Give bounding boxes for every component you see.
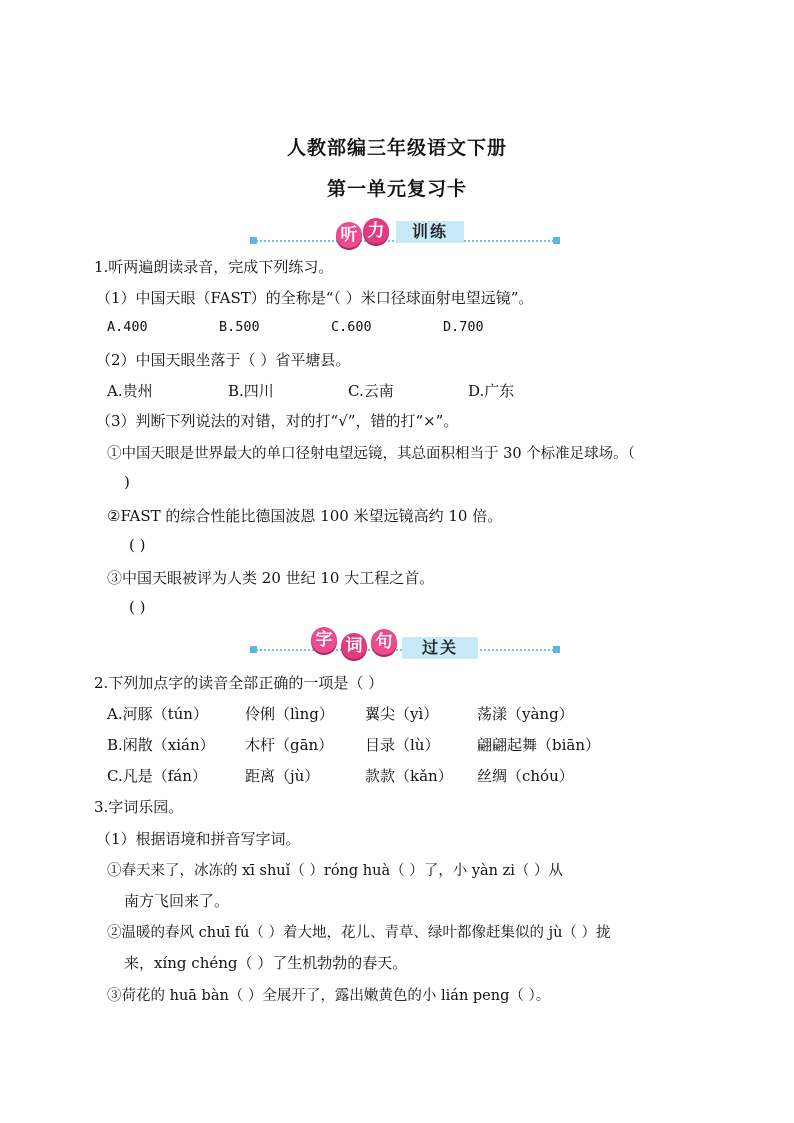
question-1-stem: 1.听两遍朗读录音，完成下列练习。 (94, 258, 334, 276)
option-cell: 木杆（gān） (245, 736, 334, 754)
page-subtitle: 第一单元复习卡 (326, 178, 467, 200)
banner-square-right (553, 646, 560, 653)
banner-tag: 过关 (402, 637, 478, 659)
section-banner-words (250, 627, 560, 663)
banner-char-1: 字 (311, 627, 337, 653)
fill-in-1-cont: 南方飞回来了。 (124, 892, 230, 910)
option: B.500 (219, 319, 260, 335)
banner-char-2: 词 (341, 633, 367, 659)
option-cell: B.闲散（xián） (107, 736, 215, 754)
fill-in-2-cont: 来，xíng chéng（ ）了生机勃勃的春天。 (124, 954, 408, 972)
option: D.700 (443, 319, 484, 335)
question-1-part-3: （3）判断下列说法的对错，对的打“√”，错的打“×”。 (96, 412, 459, 430)
option: A.贵州 (107, 382, 153, 400)
question-3-part-1: （1）根据语境和拼音写字词。 (96, 830, 301, 848)
judgement-1: ①中国天眼是世界最大的单口径射电望远镜，其总面积相当于 30 个标准足球场。（ (107, 446, 635, 462)
banner-square-left (250, 237, 257, 244)
option: D.广东 (468, 382, 515, 400)
option-cell: 伶俐（lìng） (245, 705, 334, 723)
option: C.600 (331, 319, 372, 335)
option: B.四川 (228, 382, 274, 400)
option-cell: 荡漾（yàng） (477, 705, 574, 723)
option-cell: 目录（lù） (365, 736, 440, 754)
option: C.云南 (348, 382, 394, 400)
option-cell: A.河豚（tún） (107, 705, 208, 723)
fill-in-1: ①春天来了，冰冻的 xī shuǐ（ ）róng huà（ ）了，小 yàn zi（ ）从 (107, 863, 563, 879)
option-cell: C.凡是（fán） (107, 767, 207, 785)
option-cell: 翩翩起舞（biān） (477, 736, 601, 754)
page-title: 人教部编三年级语文下册 (286, 137, 507, 159)
option: A.400 (107, 319, 148, 335)
answer-paren: ( ) (129, 536, 146, 554)
judgement-1-paren: ) (124, 473, 130, 491)
fill-in-2: ②温暖的春风 chuī fú（ ）着大地，花儿、青草、绿叶都像赶集似的 jù（ ）拢 (107, 925, 611, 941)
fill-in-3: ③荷花的 huā bàn（ ）全展开了，露出嫩黄色的小 lián peng（ ）。 (107, 988, 551, 1004)
question-2-stem: 2.下列加点字的读音全部正确的一项是（ ） (94, 674, 384, 692)
banner-char-3: 句 (371, 629, 397, 655)
banner-tag: 训练 (396, 221, 464, 243)
option-cell: 款款（kǎn） (365, 767, 453, 785)
question-1-part-1: （1）中国天眼（FAST）的全称是“（ ）米口径球面射电望远镜”。 (96, 289, 534, 307)
banner-square-left (250, 646, 257, 653)
judgement-3: ③中国天眼被评为人类 20 世纪 10 大工程之首。 (107, 569, 435, 587)
banner-square-right (553, 237, 560, 244)
banner-char-1: 听 (336, 222, 362, 248)
option-cell: 翼尖（yì） (365, 705, 439, 723)
question-1-part-2: （2）中国天眼坐落于（ ）省平塘县。 (96, 351, 351, 369)
option-cell: 距离（jù） (245, 767, 320, 785)
question-3-stem: 3.字词乐园。 (94, 798, 184, 816)
judgement-2: ②FAST 的综合性能比德国波恩 100 米望远镜高约 10 倍。 (107, 507, 503, 525)
banner-char-2: 力 (363, 218, 389, 244)
answer-paren: ( ) (129, 598, 146, 616)
section-banner-listening (250, 218, 560, 254)
option-cell: 丝绸（chóu） (477, 767, 574, 785)
